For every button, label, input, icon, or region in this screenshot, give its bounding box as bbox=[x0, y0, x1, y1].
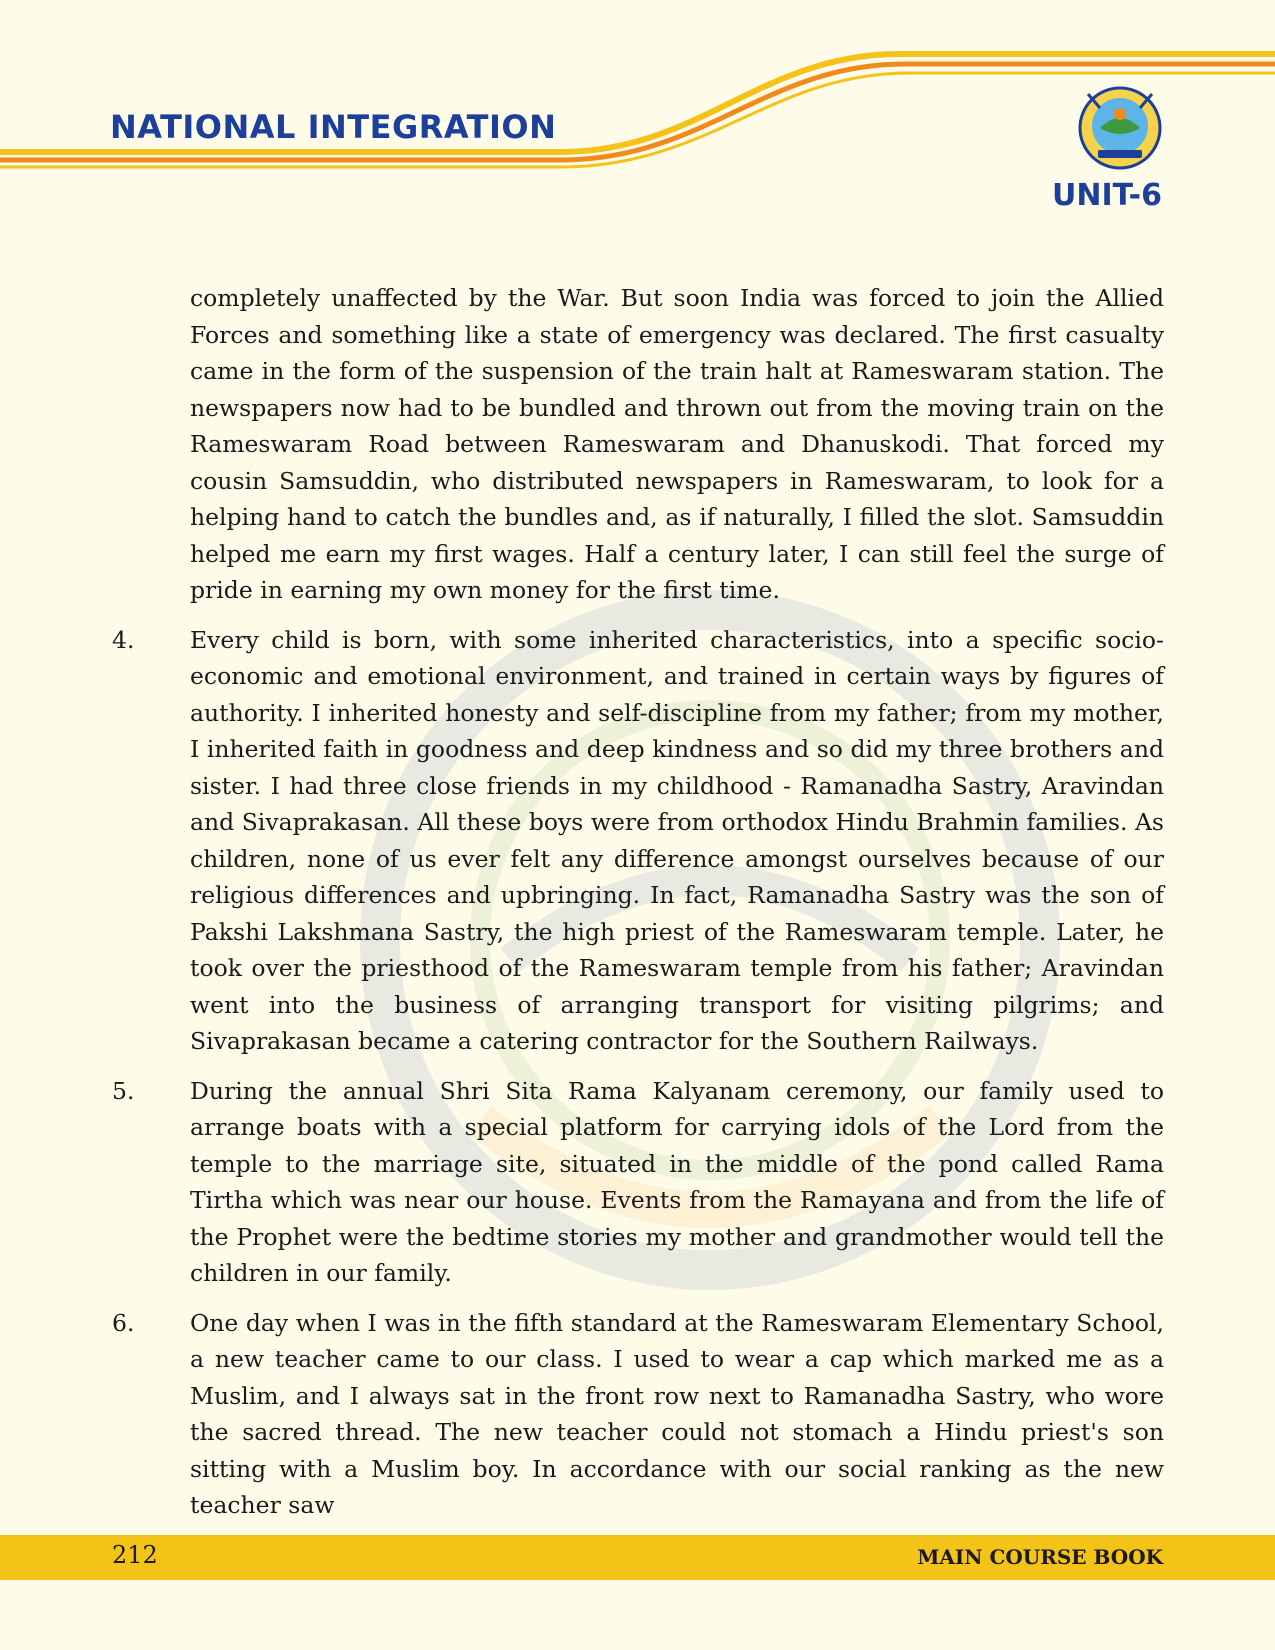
paragraph-text: completely unaffected by the War. But soon India was forced to join the Allied Forces and something like a state of emergency was declared. The first casualty came in the form of the suspension of the train halt at Rameswaram station. The newspapers now had to be bundled and thrown out from the moving train on the Rameswaram Road between Rameswaram and Dhanuskodi. That forced my cousin Samsuddin, who distributed newspapers in Rameswaram, to look for a helping hand to catch the bundles and, as if naturally, I filled the slot. Samsuddin helped me earn my first wages. Half a century later, I can still feel the surge of pride in earning my own money for the first time. bbox=[190, 284, 1164, 604]
page-number: 212 bbox=[112, 1541, 158, 1569]
paragraph-4 bbox=[112, 622, 1164, 1060]
school-emblem-icon bbox=[1070, 78, 1170, 178]
unit-label: UNIT-6 bbox=[1052, 178, 1163, 213]
book-title: MAIN COURSE BOOK bbox=[917, 1545, 1163, 1569]
paragraph-continuation bbox=[112, 280, 1164, 609]
body-text bbox=[112, 280, 1164, 1537]
paragraph-number: 5. bbox=[112, 1076, 135, 1105]
paragraph-6 bbox=[112, 1305, 1164, 1524]
paragraph-text: Every child is born, with some inherited characteristics, into a specific socio-economic and emotional environment, and trained in certain ways by figures of authority. I inherited honesty and self-discipline from my father; from my mother, I inherited faith in goodness and deep kindness and so did my three brothers and sister. I had three close friends in my childhood - Ramanadha Sastry, Aravindan and Sivaprakasan. All these boys were from orthodox Hindu Brahmin families. As children, none of us ever felt any difference amongst ourselves because of our religious differences and upbringing. In fact, Ramanadha Sastry was the son of Pakshi Lakshmana Sastry, the high priest of the Rameswaram temple. Later, he took over the priesthood of the Rameswaram temple from his father; Aravindan went into the business of arranging transport for visiting pilgrims; and Sivaprakasan became a catering contractor for the Southern Railways. bbox=[190, 625, 1164, 1055]
paragraph-text: During the annual Shri Sita Rama Kalyanam ceremony, our family used to arrange boats with a special platform for carrying idols of the Lord from the temple to the marriage site, situated in the middle of the pond called Rama Tirtha which was near our house. Events from the Ramayana and from the life of the Prophet were the bedtime stories my mother and grandmother would tell the children in our family. bbox=[190, 1076, 1164, 1287]
paragraph-number bbox=[112, 280, 190, 609]
paragraph-text: One day when I was in the fifth standard at the Rameswaram Elementary School, a new teacher came to our class. I used to wear a cap which marked me as a Muslim, and I always sat in the front row next to Ramanadha Sastry, who wore the sacred thread. The new teacher could not stomach a Hindu priest's son sitting with a Muslim boy. In accordance with our social ranking as the new teacher saw bbox=[190, 1308, 1164, 1519]
section-title: NATIONAL INTEGRATION bbox=[110, 108, 557, 146]
paragraph-number: 4. bbox=[112, 625, 135, 654]
paragraph-number: 6. bbox=[112, 1308, 135, 1337]
paragraph-5 bbox=[112, 1073, 1164, 1292]
